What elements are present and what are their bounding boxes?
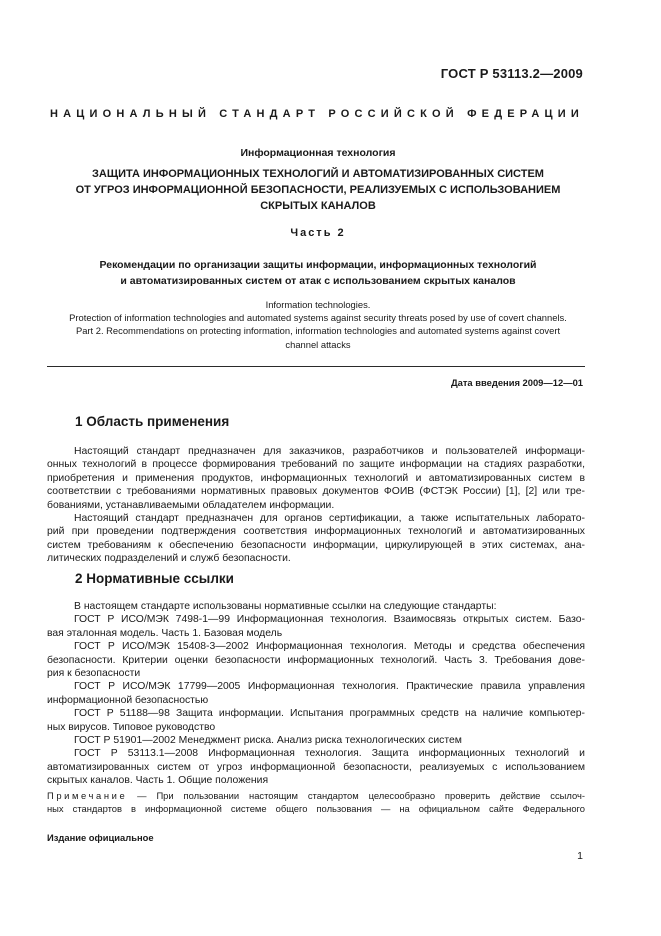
english-title-line: channel attacks — [285, 338, 351, 350]
paragraph-line: ГОСТ Р 51901—2002 Менеджмент риска. Анализ риска технологических систем — [74, 735, 462, 747]
document-number: ГОСТ Р 53113.2—2009 — [440, 66, 583, 81]
paragraph-line: литических подразделений и служб безопасности. — [47, 553, 291, 565]
paragraph-line: ГОСТ Р 53113.1—2008 Информационная технология. Защита информационных технологий и — [74, 748, 585, 760]
paragraph-line: информационной безопасностью — [47, 694, 209, 706]
part-subtitle — [45, 257, 591, 289]
note-line: ных стандартов в информационной системе общего пользования — на официальном сайте Федерального — [47, 802, 585, 814]
english-title — [45, 298, 591, 351]
main-title — [45, 166, 591, 214]
section-heading-references: 2 Нормативные ссылки — [75, 571, 234, 586]
paragraph-line: ГОСТ Р ИСО/МЭК 17799—2005 Информационная технология. Практические правила управления — [74, 681, 585, 693]
banner-word: ФЕДЕРАЦИИ — [467, 108, 584, 120]
paragraph-line: ГОСТ Р ИСО/МЭК 15408-3—2002 Информационная технология. Методы и средства обеспечения — [74, 641, 585, 653]
main-title-line: ОТ УГРОЗ ИНФОРМАЦИОННОЙ БЕЗОПАСНОСТИ, РЕАЛИЗУЕМЫХ С ИСПОЛЬЗОВАНИЕМ — [75, 184, 561, 196]
paragraph-line: онных технологий в процессе формирования требований по защите информации на стадиях разработки, — [47, 459, 585, 471]
paragraph-line: Настоящий стандарт предназначен для заказчиков, разработчиков и пользователей информаци- — [74, 446, 585, 457]
paragraph-line: безопасности. Критерии оценки безопасности информационных технологий. Часть 3. Требования дове- — [47, 654, 585, 666]
note-block — [47, 790, 585, 815]
paragraph-line: систем требованиям к обеспечению безопасности информации, циркулирующей в этих системах, ана- — [47, 539, 585, 551]
paragraph-line: автоматизированных систем от угроз информационной безопасности, реализуемых с использованием — [47, 761, 585, 773]
national-standard-banner — [50, 108, 584, 120]
topic-title: Информационная технология — [240, 147, 396, 159]
paragraph-line: ГОСТ Р 51188—98 Защита информации. Испытания программных средств на наличие компьютер- — [74, 708, 585, 720]
subtitle-line: и автоматизированных систем от атак с использованием скрытых каналов — [120, 275, 516, 287]
subtitle-line: Рекомендации по организации защиты информации, информационных технологий — [99, 259, 537, 271]
note-line — [47, 790, 585, 803]
paragraph-line: соответствии с требованиями нормативных правовых документов ФОИВ (ФСТЭК России) [1], [2] или тре- — [47, 486, 585, 498]
page-number: 1 — [577, 850, 583, 862]
note-label: Примечание — [47, 790, 128, 801]
paragraph-line: Настоящий стандарт предназначен для органов сертификации, а также испытательных лаборато- — [74, 513, 585, 525]
section-heading-scope: 1 Область применения — [75, 414, 230, 429]
banner-word: РОССИЙСКОЙ — [328, 108, 459, 120]
main-title-line: СКРЫТЫХ КАНАЛОВ — [260, 200, 376, 212]
paragraph-line: ных вирусов. Типовое руководство — [47, 721, 216, 733]
paragraph-line: бованиями, устанавливаемыми обладателем информации. — [47, 499, 335, 511]
introduction-date: Дата введения 2009—12—01 — [450, 377, 583, 388]
horizontal-rule — [47, 366, 585, 367]
part-label: Часть 2 — [290, 227, 346, 239]
paragraph-line: скрытых каналов. Часть 1. Общие положения — [47, 775, 269, 787]
paragraph-line: В настоящем стандарте использованы нормативные ссылки на следующие стандарты: — [74, 601, 497, 612]
edition-label: Издание официальное — [47, 832, 154, 843]
banner-word: СТАНДАРТ — [219, 108, 321, 120]
english-title-line: Protection of information technologies and automated systems against security threats posed by use of covert channels. — [69, 312, 567, 324]
banner-word: НАЦИОНАЛЬНЫЙ — [50, 108, 212, 120]
paragraph-line: рия к безопасности — [47, 668, 141, 680]
paragraph-line: рий при проведении подтверждения соответствия информационных технологий и автоматизированных — [47, 526, 585, 538]
note-text: — При пользовании настоящим стандартом целесообразно проверить действие ссылоч- — [137, 790, 585, 801]
english-title-line: Information technologies. — [265, 299, 371, 310]
section-body-references — [47, 600, 585, 788]
paragraph-line: ГОСТ Р ИСО/МЭК 7498-1—99 Информационная технология. Взаимосвязь открытых систем. Базо- — [74, 614, 585, 626]
paragraph-line: вая эталонная модель. Часть 1. Базовая модель — [47, 627, 283, 639]
english-title-line: Part 2. Recommendations on protecting information, information technologies and automated systems against covert — [75, 325, 561, 337]
section-body-scope — [47, 445, 585, 566]
paragraph-line: приобретения и применения продуктов, информационных технологий и автоматизированных систем в — [47, 472, 585, 484]
main-title-line: ЗАЩИТА ИНФОРМАЦИОННЫХ ТЕХНОЛОГИЙ И АВТОМАТИЗИРОВАННЫХ СИСТЕМ — [92, 168, 544, 180]
